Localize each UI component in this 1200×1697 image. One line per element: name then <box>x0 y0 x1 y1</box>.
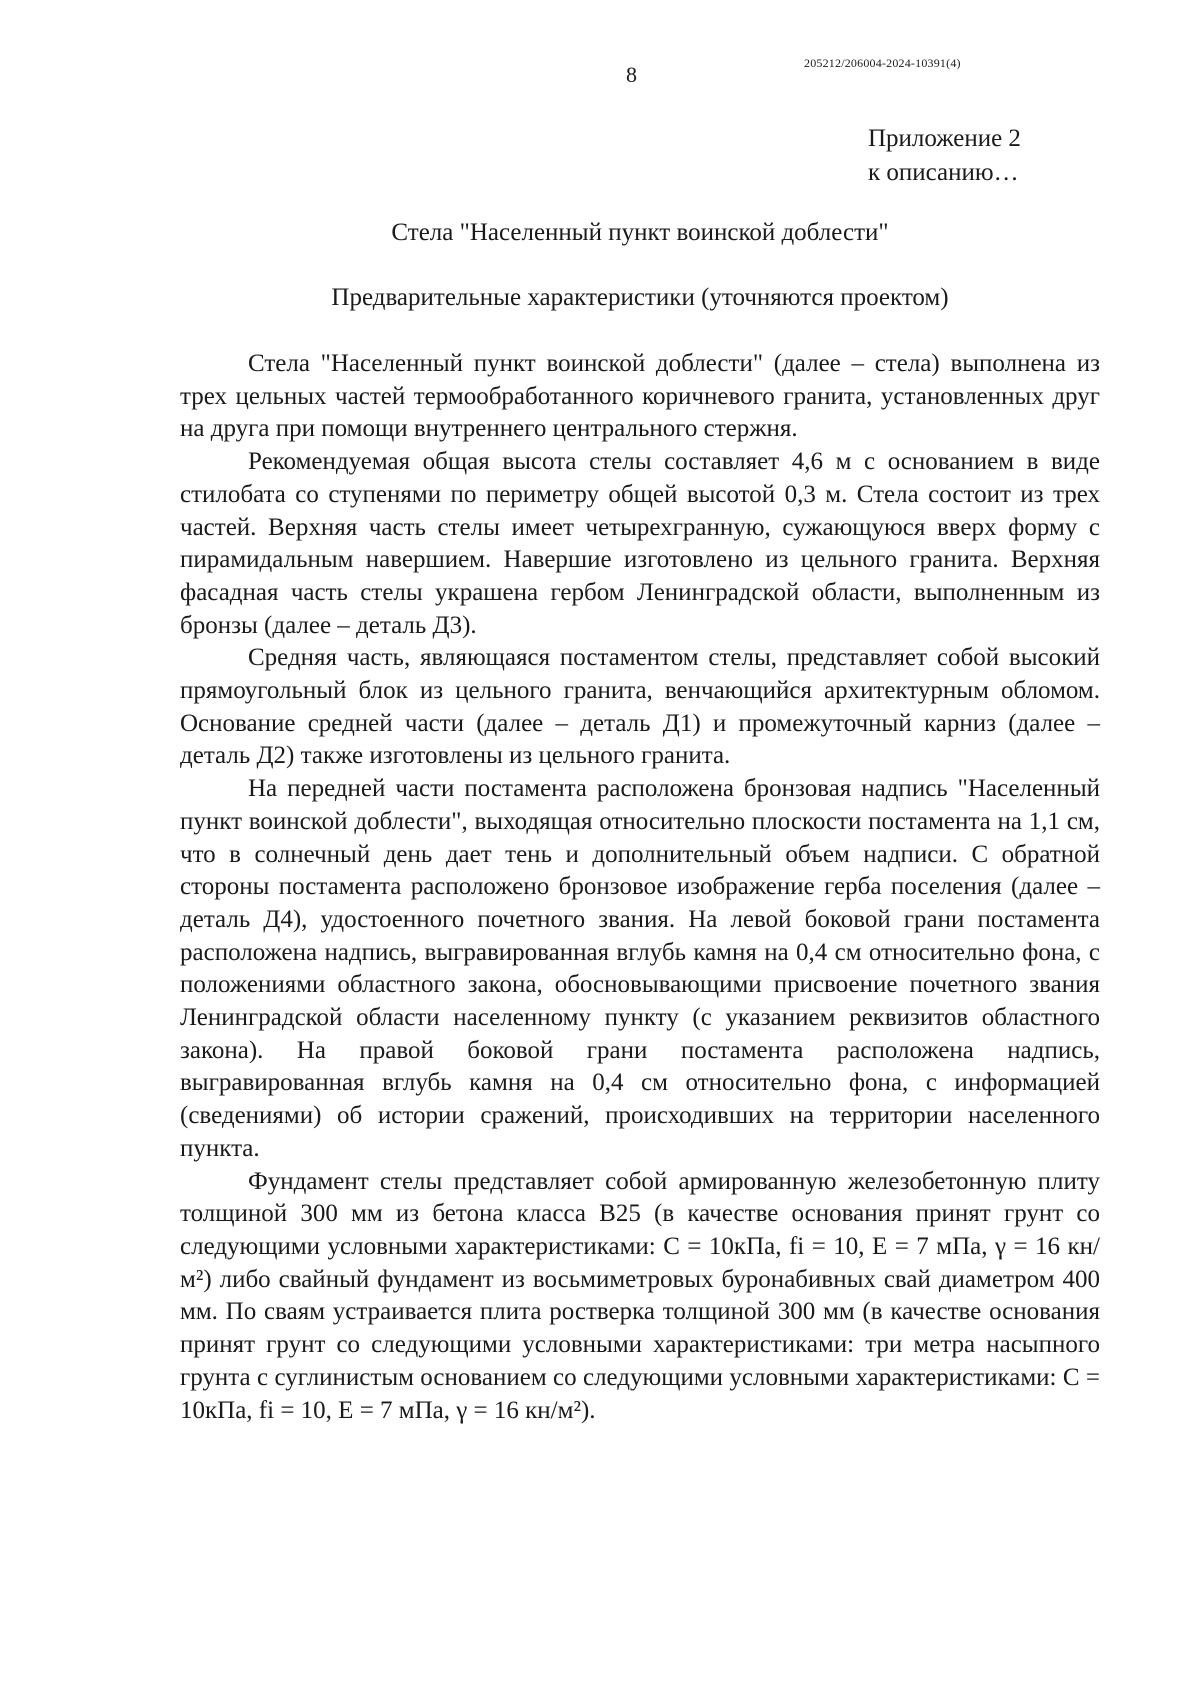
paragraph-stela-composition: Стела "Населенный пункт воинской доблести" (далее – стела) выполнена из трех цельных частей термообработанного коричневого гранита, установленных друг на друга при помощи внутреннего центрального стержня. <box>180 350 1100 443</box>
appendix-line-2: к описанию… <box>868 159 1019 186</box>
paragraph-foundation: Фундамент стелы представляет собой армированную железобетонную плиту толщиной 300 мм из бетона класса В25 (в качестве основания принят грунт со следующими условными характеристиками: C = 10кПа, fi = 10, E = 7 мПа, γ = 16 кн/м²) либо свайный фундамент из восьмиметровых буронабивных свай диаметром 400 мм. По сваям устраивается плита ростверка толщиной 300 мм (в качестве основания принят грунт со следующими условными характеристиками: три метра насыпного грунта с суглинистым основанием со следующими условными характеристиками: C = 10кПа, fi = 10, E = 7 мПа, γ = 16 кн/м²). <box>180 1167 1100 1424</box>
paragraph-pedestal-inscriptions: На передней части постамента расположена бронзовая надпись "Населенный пункт воинской доблести", выходящая относительно плоскости постамента на 1,1 см, что в солнечный день дает тень и дополнительный объем надписи. С обратной стороны постамента расположено бронзовое изображение герба поселения (далее – деталь Д4), удостоенного почетного звания. На левой боковой грани постамента расположена надпись, выгравированная вглубь камня на 0,4 см относительно фона, с положениями областного закона, обосновывающими присвоение почетного звания Ленинградской области населенному пункту (с указанием реквизитов областного закона). На правой боковой грани постамента расположена надпись, выгравированная вглубь камня на 0,4 см относительно фона, с информацией (сведениями) об истории сражений, происходивших на территории населенного пункта. <box>180 775 1100 1162</box>
paragraph-stela-height: Рекомендуемая общая высота стелы составляет 4,6 м с основанием в виде стилобата со ступенями по периметру общей высотой 0,3 м. Стела состоит из трех частей. Верхняя часть стелы имеет четырехгранную, сужающуюся вверх форму с пирамидальным навершием. Навершие изготовлено из цельного гранита. Верхняя фасадная часть стелы украшена гербом Ленинградской области, выполненным из бронзы (далее – деталь Д3). <box>180 448 1100 639</box>
paragraph-middle-part: Средняя часть, являющаяся постаментом стелы, представляет собой высокий прямоугольный блок из цельного гранита, венчающийся архитектурным обломом. Основание средней части (далее – деталь Д1) и промежуточный карниз (далее – деталь Д2) также изготовлены из цельного гранита. <box>180 644 1100 770</box>
document-body <box>180 348 1100 1427</box>
appendix-line-1: Приложение 2 <box>868 125 1021 152</box>
document-id: 205212/206004-2024-10391(4) <box>804 56 961 70</box>
appendix-reference <box>868 122 1021 190</box>
document-title: Стела "Населенный пункт воинской доблести" <box>391 219 889 246</box>
document-subtitle: Предварительные характеристики (уточняются проектом) <box>331 284 949 311</box>
page-number: 8 <box>626 62 637 87</box>
